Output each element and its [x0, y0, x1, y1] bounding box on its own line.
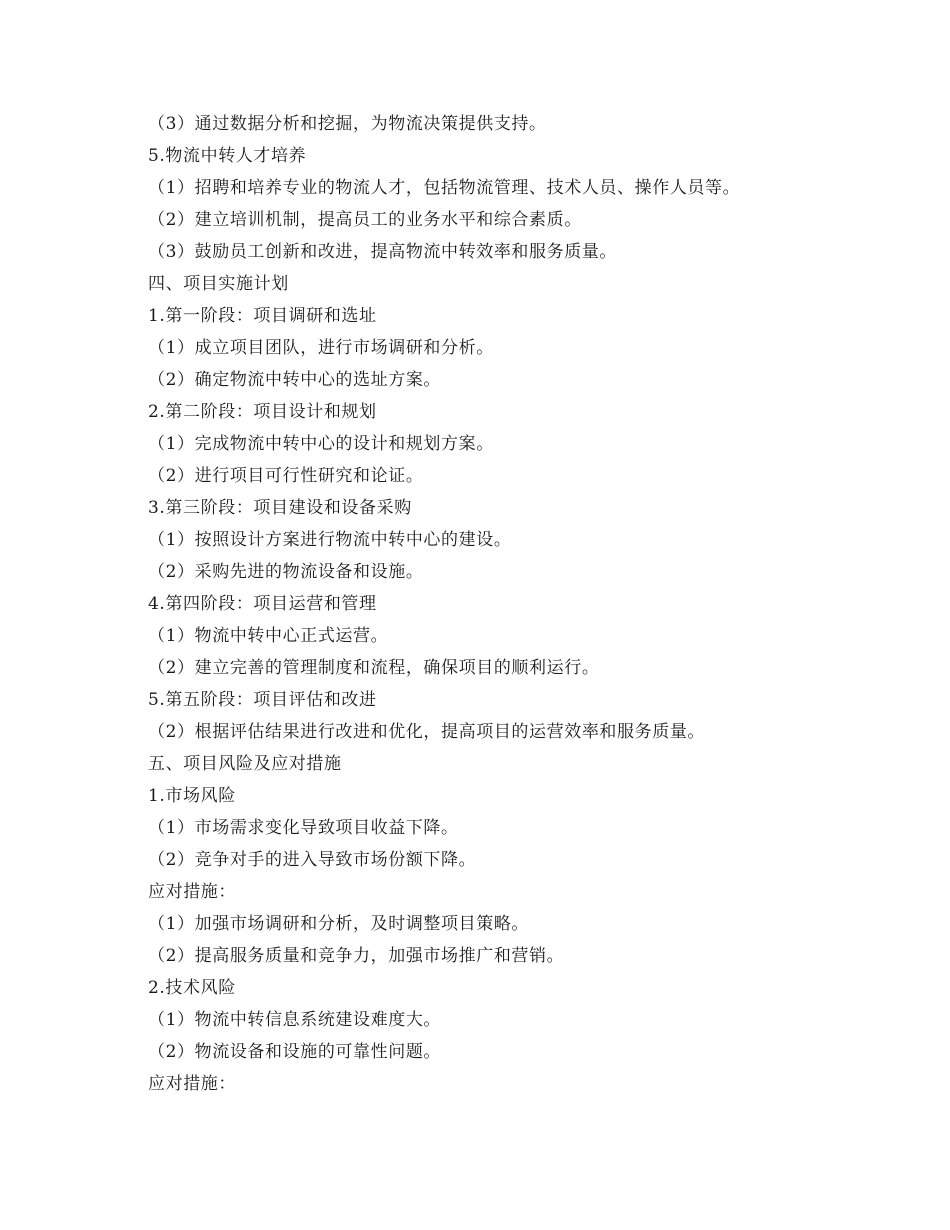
list-item: （2）确定物流中转中心的选址方案。 — [148, 370, 442, 390]
list-item: （1）按照设计方案进行物流中转中心的建设。 — [148, 530, 512, 550]
list-item: （1）完成物流中转中心的设计和规划方案。 — [148, 434, 494, 454]
measures-label: 应对措施： — [148, 1074, 236, 1094]
section-heading: 3.第三阶段：项目建设和设备采购 — [148, 498, 412, 518]
chapter-heading: 五、项目风险及应对措施 — [148, 754, 342, 774]
list-item: （2）建立培训机制，提高员工的业务水平和综合素质。 — [148, 210, 582, 230]
list-item: （1）加强市场调研和分析，及时调整项目策略。 — [148, 914, 530, 934]
list-item: （2）建立完善的管理制度和流程，确保项目的顺利运行。 — [148, 658, 600, 678]
list-item: （3）鼓励员工创新和改进，提高物流中转效率和服务质量。 — [148, 242, 618, 262]
document-body — [148, 108, 868, 1100]
list-item: （1）招聘和培养专业的物流人才，包括物流管理、技术人员、操作人员等。 — [148, 178, 741, 198]
list-item: （2）根据评估结果进行改进和优化，提高项目的运营效率和服务质量。 — [148, 722, 706, 742]
list-item: （1）物流中转中心正式运营。 — [148, 626, 389, 646]
section-heading: 4.第四阶段：项目运营和管理 — [148, 594, 377, 614]
list-item: （2）采购先进的物流设备和设施。 — [148, 562, 424, 582]
section-heading: 5.物流中转人才培养 — [148, 146, 307, 166]
section-heading: 1.市场风险 — [148, 786, 236, 806]
list-item: （2）进行项目可行性研究和论证。 — [148, 466, 424, 486]
list-item: （1）市场需求变化导致项目收益下降。 — [148, 818, 459, 838]
list-item: （2）物流设备和设施的可靠性问题。 — [148, 1042, 442, 1062]
list-item: （1）物流中转信息系统建设难度大。 — [148, 1010, 442, 1030]
list-item: （3）通过数据分析和挖掘，为物流决策提供支持。 — [148, 114, 547, 134]
section-heading: 2.技术风险 — [148, 978, 236, 998]
section-heading: 2.第二阶段：项目设计和规划 — [148, 402, 377, 422]
list-item: （2）提高服务质量和竞争力，加强市场推广和营销。 — [148, 946, 565, 966]
section-heading: 1.第一阶段：项目调研和选址 — [148, 306, 377, 326]
section-heading: 5.第五阶段：项目评估和改进 — [148, 690, 377, 710]
list-item: （2）竞争对手的进入导致市场份额下降。 — [148, 850, 477, 870]
list-item: （1）成立项目团队，进行市场调研和分析。 — [148, 338, 494, 358]
chapter-heading: 四、项目实施计划 — [148, 274, 289, 294]
measures-label: 应对措施： — [148, 882, 236, 902]
